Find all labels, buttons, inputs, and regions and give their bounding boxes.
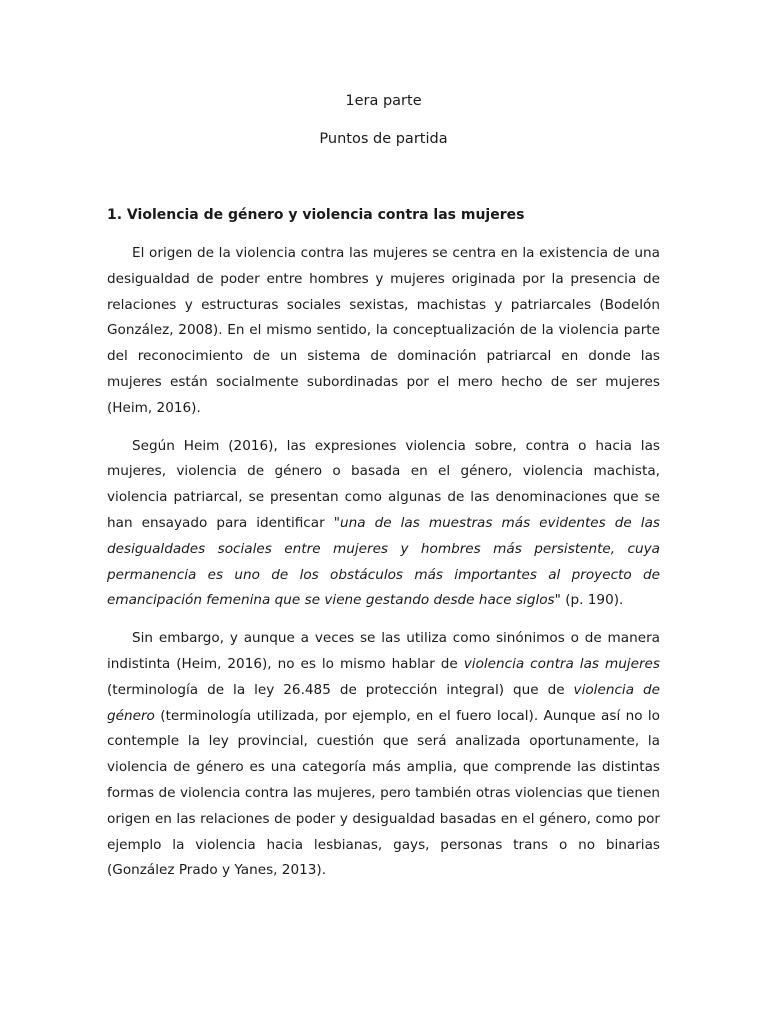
paragraph-2-text-before: Según Heim (2016), las expresiones violencia sobre, contra o hacia las mujeres, violencia de género o basada en el género, violencia machista, violencia patriarcal, se presentan como algunas de las denominaciones que se han ensayado para identificar "	[107, 437, 660, 531]
paragraph-3-italic-2: violencia de género	[107, 681, 660, 724]
part-label: 1era parte	[345, 93, 422, 109]
paragraph-2	[107, 434, 660, 615]
paragraph-2-text-after: " (p. 190).	[554, 592, 624, 609]
paragraph-2-quote: una de las muestras más evidentes de las desigualdades sociales entre mujeres y hombres más persistente, cuya permanencia es uno de los obstáculos más importantes al proyecto de emancipación femenina que se viene gestando desde hace siglos	[107, 514, 660, 609]
paragraph-3-text-3: (terminología utilizada, por ejemplo, en el fuero local). Aunque así no lo contemple la ley provincial, cuestión que será analizada oportunamente, la violencia de género es una categoría más amplia, que comprende las distintas formas de violencia contra las mujeres, pero también otras violencias que tienen origen en las relaciones de poder y desigualdad basadas en el género, como por ejemplo la violencia hacia lesbianas, gays, personas trans o no binarias (González Prado y Yanes, 2013).	[107, 707, 660, 879]
paragraph-3	[107, 626, 660, 884]
section-heading: 1. Violencia de género y violencia contra las mujeres	[107, 207, 525, 223]
paragraph-3-text-2: (terminología de la ley 26.485 de protección integral) que de	[107, 681, 574, 698]
paragraph-3-italic-1: violencia contra las mujeres	[463, 655, 660, 672]
paragraph-3-text-1: Sin embargo, y aunque a veces se las utiliza como sinónimos o de manera indistinta (Heim, 2016), no es lo mismo hablar de	[107, 630, 660, 672]
paragraph-1: El origen de la violencia contra las mujeres se centra en la existencia de una desigualdad de poder entre hombres y mujeres originada por la presencia de relaciones y estructuras sociales sexistas, machistas y patriarcales (Bodelón González, 2008). En el mismo sentido, la conceptualización de la violencia parte del reconocimiento de un sistema de dominación patriarcal en donde las mujeres están socialmente subordinadas por el mero hecho de ser mujeres (Heim, 2016).	[107, 245, 660, 416]
document-page	[107, 88, 660, 884]
part-title: Puntos de partida	[319, 131, 448, 147]
